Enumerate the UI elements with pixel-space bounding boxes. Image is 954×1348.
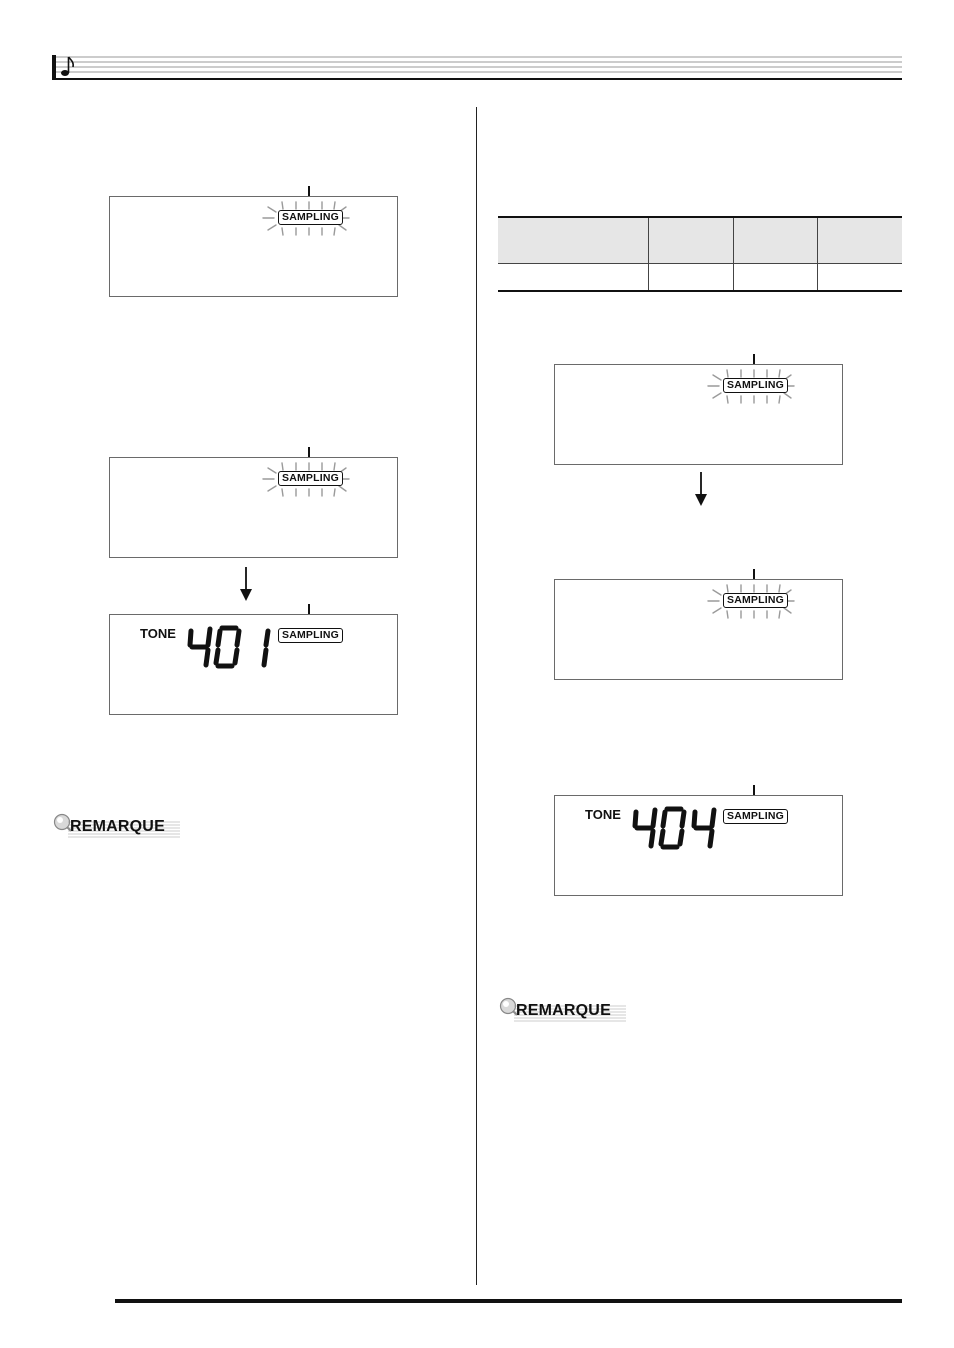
- sampling-indicator: SAMPLING: [723, 593, 788, 608]
- table-header-cell: [733, 217, 818, 264]
- sampling-indicator: SAMPLING: [278, 471, 343, 486]
- footer-rule: [115, 1299, 902, 1303]
- lcd-display: [109, 196, 398, 297]
- remarque-title: REMARQUE: [70, 818, 165, 835]
- table-row: [498, 264, 902, 292]
- table-cell: [733, 264, 818, 292]
- lcd-display: [554, 364, 843, 465]
- remarque-note: [52, 812, 182, 840]
- table-cell: [818, 264, 902, 292]
- table-cell: [498, 264, 649, 292]
- arrow-down-icon: [691, 472, 711, 508]
- column-divider: [476, 107, 477, 1285]
- table-header-cell: [498, 217, 649, 264]
- table-header-row: [498, 217, 902, 264]
- remarque-note: [498, 996, 628, 1024]
- sampling-indicator: SAMPLING: [723, 809, 788, 824]
- tone-number-display: [186, 625, 276, 669]
- lcd-display: [554, 579, 843, 680]
- table-header-cell: [649, 217, 734, 264]
- music-note-icon: [59, 55, 79, 79]
- lcd-display: [109, 457, 398, 558]
- lcd-display: [109, 614, 398, 715]
- table-cell: [649, 264, 734, 292]
- staff-lines: [52, 55, 902, 81]
- arrow-down-icon: [236, 567, 256, 603]
- spec-table: [498, 216, 902, 292]
- tone-label: TONE: [585, 807, 621, 822]
- remarque-title: REMARQUE: [516, 1002, 611, 1019]
- tone-label: TONE: [140, 626, 176, 641]
- sampling-indicator: SAMPLING: [278, 628, 343, 643]
- tone-number-display: [631, 806, 721, 850]
- header-staff: [52, 55, 902, 81]
- sampling-indicator: SAMPLING: [278, 210, 343, 225]
- lcd-display: [554, 795, 843, 896]
- sampling-indicator: SAMPLING: [723, 378, 788, 393]
- table-header-cell: [818, 217, 902, 264]
